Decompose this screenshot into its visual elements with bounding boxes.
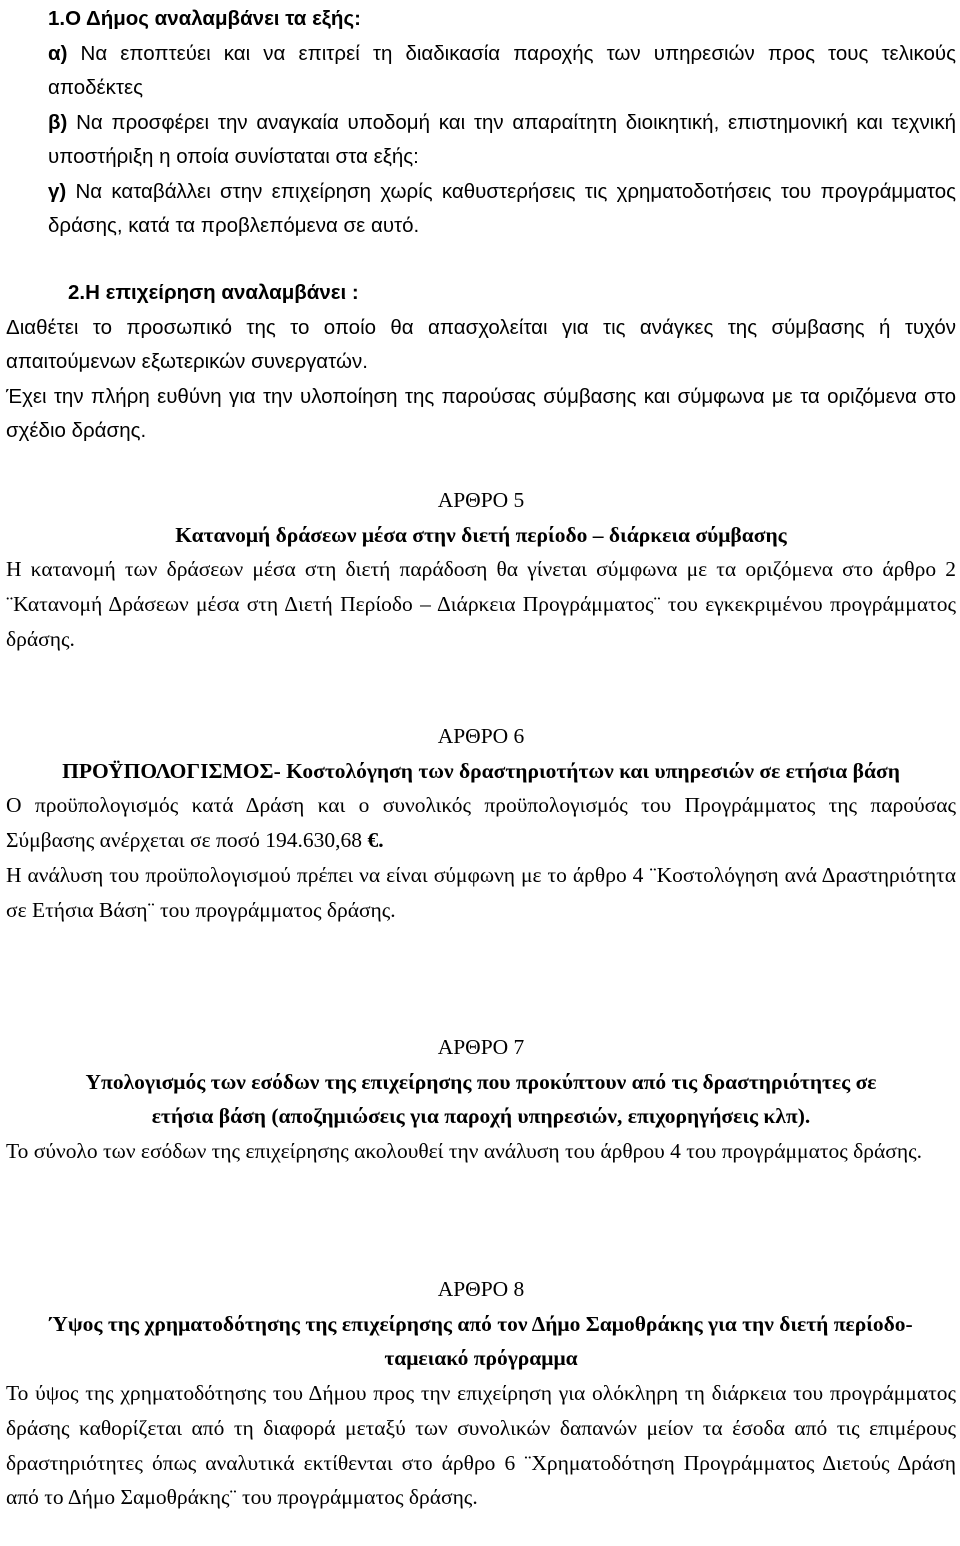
article-5-body: Η κατανομή των δράσεων μέσα στη διετή παράδοση θα γίνεται σύμφωνα με τα οριζόμενα στο άρθρο 2 ¨Κατανομή Δράσεων μέσα στη Διετή Περίοδο – Διάρκεια Προγράμματος¨ του εγκεκριμένου προγράμματος δράσης.: [6, 557, 956, 651]
section2-paragraph: Έχει την πλήρη ευθύνη για την υλοποίηση της παρούσας σύμβασης και σύμφωνα με τα οριζόμενα στο σχέδιο δράσης.: [6, 384, 956, 442]
article-8: [6, 1272, 956, 1515]
article-7: [6, 1030, 956, 1169]
article-5: [6, 483, 956, 657]
section1-item-a: [48, 37, 956, 106]
article-6-body-1: [6, 788, 956, 857]
item-b-label: β): [48, 110, 68, 134]
article-6: [6, 719, 956, 927]
section1-heading: 1.Ο Δήμος αναλαμβάνει τα εξής:: [48, 7, 361, 30]
section-municipality-obligations: [48, 2, 956, 244]
item-c-label: γ): [48, 179, 67, 203]
article-7-title: Υπολογισμός των εσόδων της επιχείρησης που προκύπτουν από τις δραστηριότητες σε ετήσια βάση (αποζημιώσεις για παροχή υπηρεσιών, επιχορηγήσεις κλπ).: [85, 1069, 877, 1129]
section-company-obligations: [6, 276, 956, 449]
item-c-text: Να καταβάλλει στην επιχείρηση χωρίς καθυστερήσεις τις χρηματοδοτήσεις του προγράμματος δράσης, κατά τα προβλεπόμενα σε αυτό.: [48, 179, 956, 237]
article-8-body: Το ύψος της χρηματοδότησης του Δήμου προς την επιχείρηση για ολόκληρη τη διάρκεια του προγράμματος δράσης καθορίζεται από τη διαφορά μεταξύ των συνολικών δαπανών μείον τα έσοδα από τις επιμέρους δραστηριότητες όπως αναλυτικά εκτίθενται στο άρθρο 6 ¨Χρηματοδότηση Προγράμματος Διετούς Δράση από το Δήμο Σαμοθράκης¨ του προγράμματος δράσης.: [6, 1381, 956, 1510]
article-8-number: ΑΡΘΡΟ 8: [437, 1277, 525, 1301]
article-6-title: ΠΡΟΫΠΟΛΟΓΙΣΜΟΣ- Κοστολόγηση των δραστηριοτήτων και υπηρεσιών σε ετήσια βάση: [62, 758, 900, 783]
item-a-label: α): [48, 41, 68, 65]
article-5-title: Κατανομή δράσεων μέσα στην διετή περίοδο – διάρκεια σύμβασης: [175, 522, 787, 547]
euro-sign: €.: [367, 828, 384, 853]
article-6-number: ΑΡΘΡΟ 6: [437, 724, 525, 748]
article-5-number: ΑΡΘΡΟ 5: [437, 488, 525, 512]
section1-item-b: [48, 106, 956, 175]
section2-paragraph: Διαθέτει το προσωπικό της το οποίο θα απασχολείται για τις ανάγκες της σύμβασης ή τυχόν απαιτούμενων εξωτερικών συνεργατών.: [6, 315, 956, 373]
item-b-text: Να προσφέρει την αναγκαία υποδομή και την απαραίτητη διοικητική, επιστημονική και τεχνική υποστήριξη η οποία συνίσταται στα εξής:: [48, 110, 956, 168]
item-a-text: Να εποπτεύει και να επιτρεί τη διαδικασία παροχής των υπηρεσιών προς τους τελικούς αποδέκτες: [48, 41, 956, 99]
article-6-budget-text: Ο προϋπολογισμός κατά Δράση και ο συνολικός προϋπολογισμός του Προγράμματος της παρούσας Σύμβασης ανέρχεται σε ποσό 194.630,68: [6, 793, 956, 853]
section1-item-c: [48, 175, 956, 244]
article-8-title: Ύψος της χρηματοδότησης της επιχείρησης από τον Δήμο Σαμοθράκης για την διετή περίοδο- ταμειακό πρόγραμμα: [49, 1311, 913, 1371]
article-7-body: Το σύνολο των εσόδων της επιχείρησης ακολουθεί την ανάλυση του άρθρου 4 του προγράμματος δράσης.: [6, 1139, 922, 1164]
article-7-number: ΑΡΘΡΟ 7: [437, 1035, 525, 1059]
article-6-body-2: Η ανάλυση του προϋπολογισμού πρέπει να είναι σύμφωνη με το άρθρο 4 ¨Κοστολόγηση ανά Δραστηριότητα σε Ετήσια Βάση¨ του προγράμματος δράσης.: [6, 862, 956, 922]
section2-heading: 2.Η επιχείρηση αναλαμβάνει :: [68, 281, 359, 304]
